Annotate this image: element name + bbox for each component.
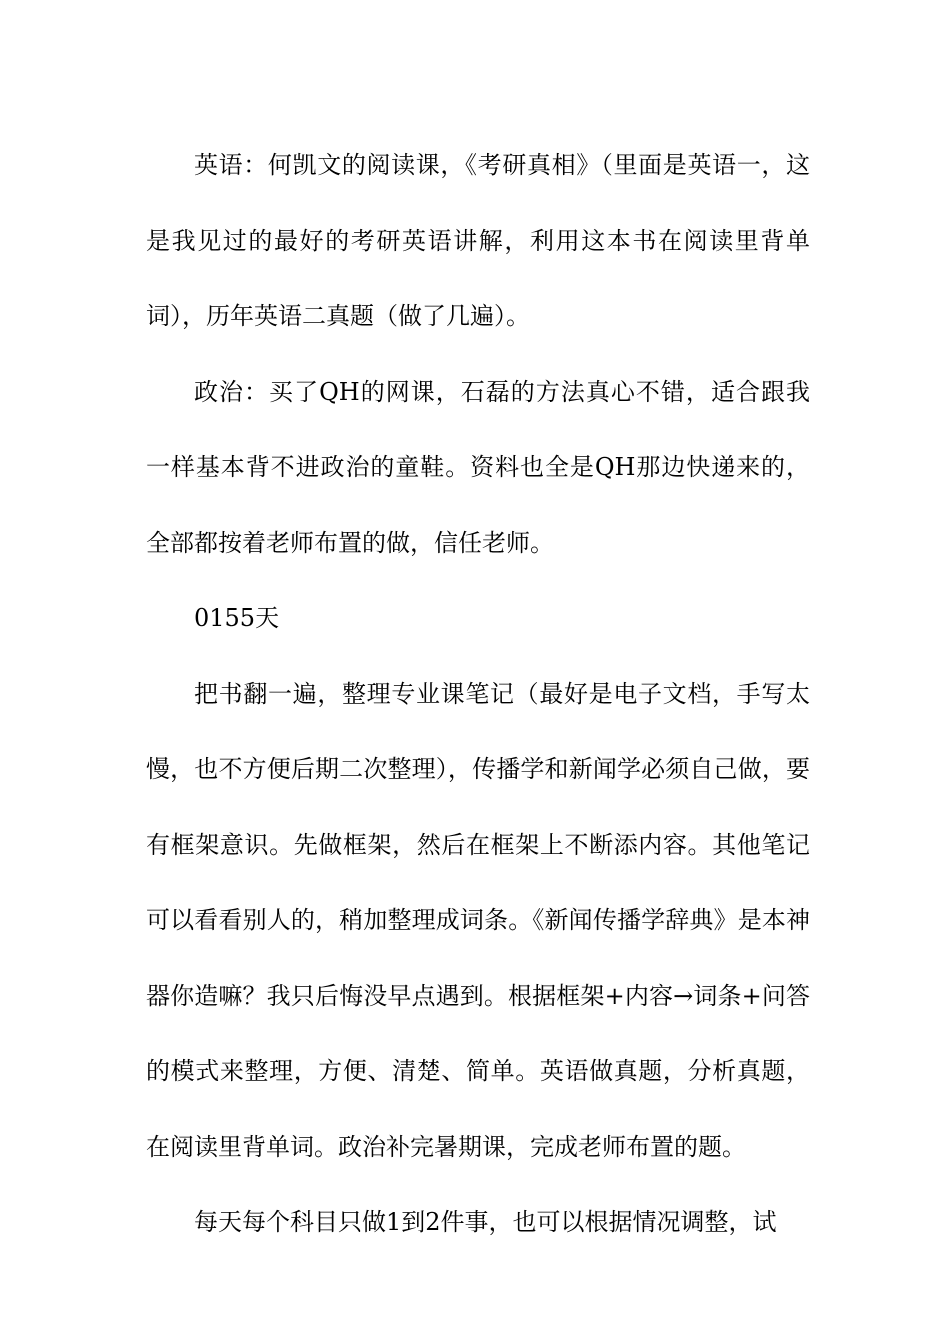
paragraph-daily-tasks: 每天每个科目只做1到2件事，也可以根据情况调整，试 [194, 1208, 777, 1236]
paragraph-study-plan: 把书翻一遍，整理专业课笔记（最好是电子文档，手写太慢，也不方便后期二次整理），传播学和新闻学必须自己做，要有框架意识。先做框架，然后在框架上不断添内容。其他笔记可以看看别人的，稍加整理成词条。《新闻传播学辞典》是本神器你造嘛？我只后悔没早点遇到。根据框架+内容→词条+问答的模式来整理，方便、清楚、简单。英语做真题，分析真题，在阅读里背单词。政治补完暑期课，完成老师布置的题。 [146, 679, 810, 1161]
document-body [146, 128, 810, 1261]
paragraph-day-heading: 0155天 [194, 604, 280, 632]
paragraph-politics: 政治：买了QH的网课，石磊的方法真心不错，适合跟我一样基本背不进政治的童鞋。资料也全是QH那边快递来的，全部都按着老师布置的做，信任老师。 [146, 377, 810, 557]
paragraph-english: 英语：何凯文的阅读课，《考研真相》（里面是英语一，这是我见过的最好的考研英语讲解，利用这本书在阅读里背单词），历年英语二真题（做了几遍）。 [146, 151, 810, 330]
